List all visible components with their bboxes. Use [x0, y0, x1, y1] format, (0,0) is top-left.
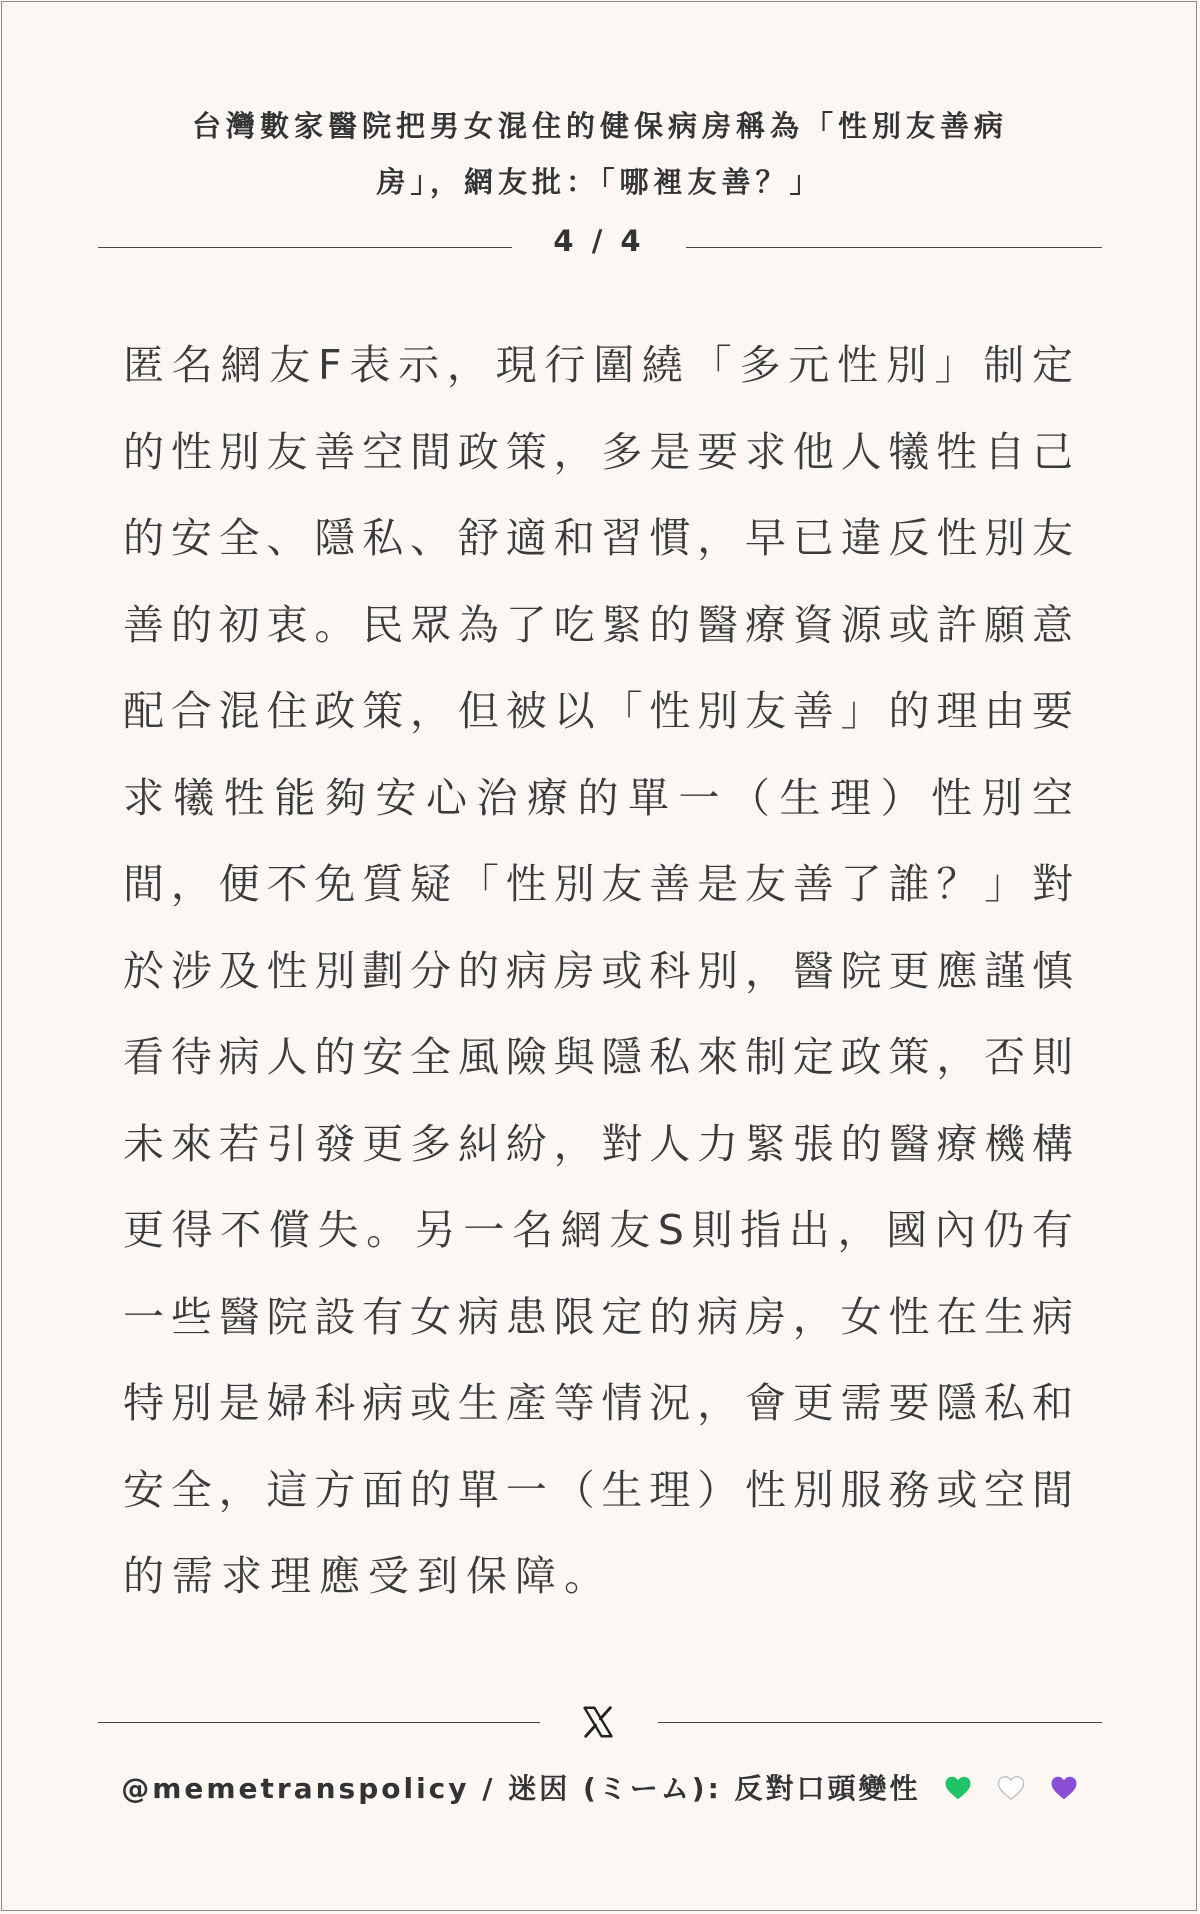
page-indicator: 4 / 4: [553, 224, 645, 258]
body-line: 的安全、隱私、舒適和習慣，早已違反性別友: [123, 514, 1073, 562]
title-line-2: 房」，網友批：「哪裡友善？」: [376, 165, 824, 199]
body-line: 間，便不免質疑「性別友善是友善了誰？」對: [123, 860, 1073, 908]
body-line: 配合混住政策，但被以「性別友善」的理由要: [123, 687, 1073, 735]
body-line: 安全，這方面的單一（生理）性別服務或空間: [123, 1465, 1073, 1514]
footer-divider-right: [658, 1722, 1102, 1723]
body-line: 善的初衷。民眾為了吃緊的醫療資源或許願意: [123, 600, 1073, 649]
body-line: 看待病人的安全風險與隱私來制定政策，否則: [123, 1033, 1073, 1081]
body-line: 匿名網友F表示，現行圍繞「多元性別」制定: [123, 341, 1073, 389]
body-line: 於涉及性別劃分的病房或科別，醫院更應謹慎: [123, 946, 1073, 995]
body-line: 求犧牲能夠安心治療的單一（生理）性別空: [123, 773, 1073, 822]
body-line: 特別是婦科病或生產等情況，會更需要隱私和: [123, 1379, 1073, 1427]
footer-credit: [0, 1767, 1200, 1807]
body-line: 一些醫院設有女病患限定的病房，女性在生病: [123, 1292, 1073, 1341]
credit-text: @memetranspolicy / 迷因 (ミーム): 反對口頭變性: [121, 1772, 921, 1805]
body-line: 未來若引發更多糾紛，對人力緊張的醫療機構: [123, 1119, 1073, 1168]
page-divider-left: [98, 247, 512, 248]
title-line-1: 台灣數家醫院把男女混住的健保病房稱為「性別友善病: [191, 109, 1008, 143]
purple-heart-icon: [1049, 1773, 1079, 1803]
page-divider-right: [686, 247, 1102, 248]
body-line: 的需求理應受到保障。: [123, 1552, 613, 1600]
green-heart-icon: [943, 1773, 973, 1803]
article-body: [123, 322, 1073, 1620]
article-title: [0, 98, 1200, 210]
body-line: 更得不償失。另一名網友S則指出，國內仍有: [123, 1206, 1073, 1254]
x-logo-icon[interactable]: [580, 1704, 616, 1740]
footer-divider-left: [98, 1722, 540, 1723]
white-heart-icon: [996, 1773, 1026, 1803]
body-line: 的性別友善空間政策，多是要求他人犧牲自己: [123, 427, 1073, 476]
